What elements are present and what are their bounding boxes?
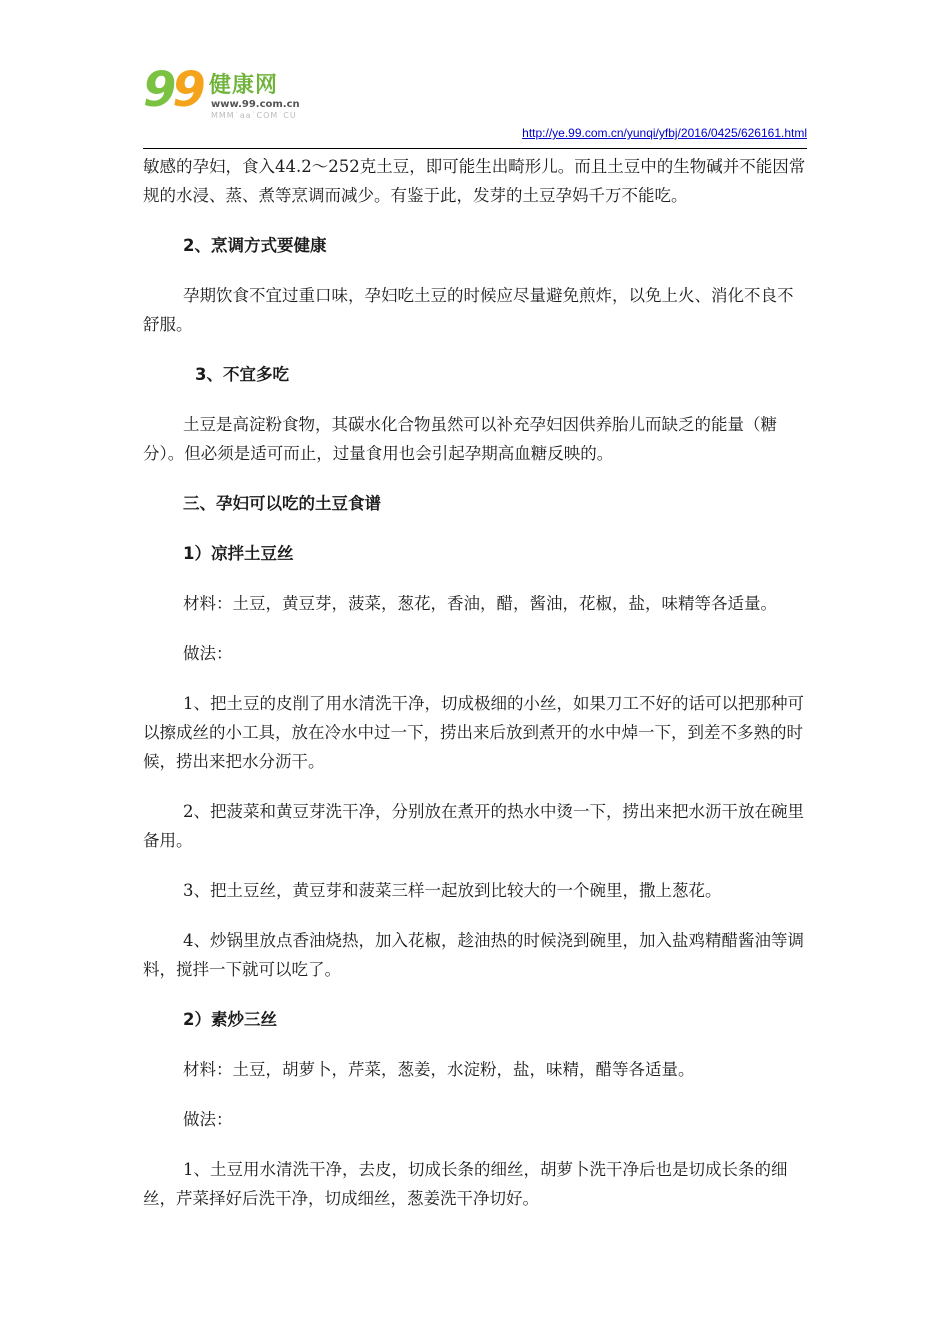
article-body (143, 152, 807, 1234)
paragraph-sprouted-potato-warning: 敏感的孕妇，食入44.2～252克土豆，即可能生出畸形儿。而且土豆中的生物碱并不能因常规的水浸、蒸、煮等烹调而减少。有鉴于此，发芽的土豆孕妈千万不能吃。 (143, 157, 806, 205)
recipe-1-step-1: 1、把土豆的皮削了用水清洗干净，切成极细的小丝，如果刀工不好的话可以把那种可以擦成丝的小工具，放在冷水中过一下，捞出来后放到煮开的水中焯一下，到差不多熟的时候，捞出来把水分沥干。 (143, 694, 804, 771)
recipe-title-cold-potato-shreds: 1）凉拌土豆丝 (183, 544, 294, 563)
recipe-title-stir-fried-three-shreds: 2）素炒三丝 (183, 1010, 277, 1029)
recipe-1-step-3: 3、把土豆丝，黄豆芽和菠菜三样一起放到比较大的一个碗里，撒上葱花。 (183, 881, 722, 900)
heading-do-not-overeat: 3、不宜多吃 (195, 365, 289, 384)
recipe-1-step-2: 2、把菠菜和黄豆芽洗干净，分别放在煮开的热水中烫一下，捞出来把水沥干放在碗里备用。 (143, 802, 804, 850)
site-logo[interactable] (143, 62, 343, 126)
recipe-1-materials: 材料：土豆，黄豆芽，菠菜，葱花，香油，醋，酱油，花椒，盐，味精等各适量。 (183, 594, 777, 613)
logo-name: 健康网 (209, 73, 279, 98)
logo-url-reflection: MMM˙aa˙COM˙CU (211, 111, 297, 120)
header-divider (143, 148, 807, 149)
recipe-2-step-1: 1、土豆用水清洗干净，去皮，切成长条的细丝，胡萝卜洗干净后也是切成长条的细丝，芹菜择好后洗干净，切成细丝，葱姜洗干净切好。 (143, 1160, 788, 1208)
paragraph-do-not-overeat: 土豆是高淀粉食物，其碳水化合物虽然可以补充孕妇因供养胎儿而缺乏的能量（糖分）。但必须是适可而止，过量食用也会引起孕期高血糖反映的。 (143, 415, 777, 463)
source-url-link[interactable]: http://ye.99.com.cn/yunqi/yfbj/2016/0425/626161.html (522, 126, 807, 140)
paragraph-cooking-method: 孕期饮食不宜过重口味，孕妇吃土豆的时候应尽量避免煎炸，以免上火、消化不良不舒服。 (143, 286, 794, 334)
recipe-2-method-label: 做法： (183, 1110, 233, 1129)
recipe-1-method-label: 做法： (183, 644, 233, 663)
page-header (143, 62, 807, 150)
recipe-2-materials: 材料：土豆，胡萝卜，芹菜，葱姜，水淀粉，盐，味精，醋等各适量。 (183, 1060, 695, 1079)
heading-cooking-method: 2、烹调方式要健康 (183, 236, 327, 255)
section-heading-recipes: 三、孕妇可以吃的土豆食谱 (183, 494, 381, 513)
logo-url: www.99.com.cn (211, 99, 300, 110)
recipe-1-step-4: 4、炒锅里放点香油烧热，加入花椒，趁油热的时候浇到碗里，加入盐鸡精醋酱油等调料，搅拌一下就可以吃了。 (143, 931, 804, 979)
logo-number: 99 (143, 62, 202, 118)
